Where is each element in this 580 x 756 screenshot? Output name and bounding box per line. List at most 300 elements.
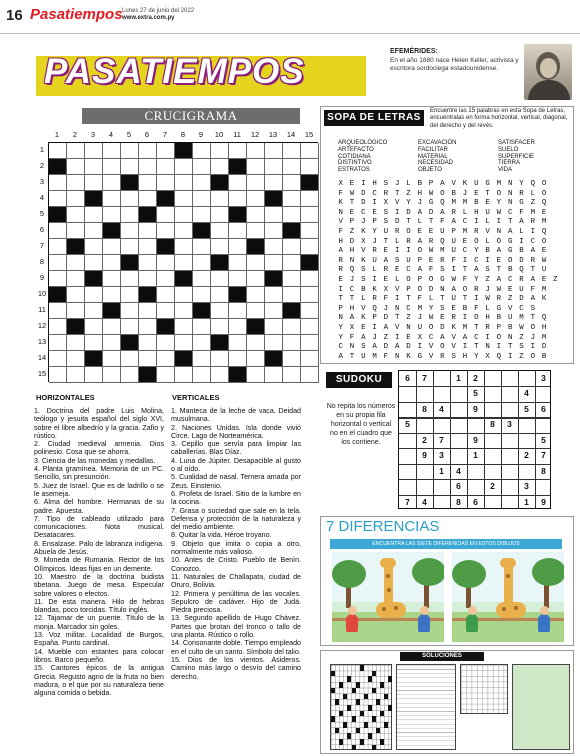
clue-item: 15. Cantores épicos de la antigua Grecia. Regusto agrio de la fruta no bien madura, o el que por su naturaleza tiene alguna comida o bebida. [34,664,164,698]
crossword-cell [247,223,265,239]
crossword-cell [211,223,229,239]
solution-black-cell [388,705,392,711]
word-search-letter: Z [383,333,389,342]
column-number: 11 [233,130,241,139]
word-search-letter: T [496,266,502,275]
word-search-letter: F [440,218,445,227]
word-search-letter: G [519,199,524,208]
crossword-black-cell [121,255,139,271]
crossword-cell [175,175,193,191]
word-search-letter: A [474,266,479,275]
column-number: 13 [268,130,278,139]
sudoku-cell: 9 [422,450,427,461]
word-search-letter: E [361,324,366,332]
crossword-cell [175,191,193,207]
word-search-letter: Q [541,314,547,323]
sudoku-cell [501,371,518,386]
word-search-letter: K [361,228,366,236]
efemerides [390,48,520,73]
word-search-letter: A [496,247,502,256]
word-search-letter: U [474,180,479,188]
word-search-letter: C [474,333,479,342]
word-search-letter: K [361,314,366,323]
word-search-letter: Z [519,352,524,361]
sudoku-cell [484,386,501,401]
crossword-cell [193,175,211,191]
crossword-cell [121,287,139,303]
word-search-letter: A [372,343,377,352]
word-search-letter: C [406,304,411,313]
word-search-letter: J [462,189,468,198]
solution-black-cell [347,733,351,739]
crossword-cell [283,271,301,287]
word-search-letter: Y [372,228,377,236]
word-search-letter: W [451,276,456,284]
word-search-letter: Y [496,199,502,208]
word-search-letter: G [507,247,513,256]
word-search-letter: Q [530,180,535,188]
word-search-letter: B [507,324,513,332]
word-search-letter: M [417,304,422,313]
word-search-letter: O [530,352,535,361]
section-name: Pasatiempos [30,6,123,23]
word-search-letter: V [451,333,456,342]
word-search-letter: L [519,228,524,236]
clue-item: 8. Ensalzase. Palo de labranza indígena. Abuela de Jesús. [34,539,164,557]
word-search-letter: N [394,304,400,313]
word-search-letter: U [451,237,456,246]
word-search-letter: X [383,285,389,294]
crossword-cell [265,367,283,383]
word-search-letter: S [440,266,445,275]
crossword-cell [121,367,139,383]
word-search-letter: C [507,276,513,284]
sudoku-cell [484,371,501,386]
word-search-letter: W [485,295,490,304]
crossword-cell [175,319,193,335]
word-search-letter: F [462,276,468,284]
sopa-word: SUPERFICIE [498,153,535,160]
crossword-cell [247,303,265,319]
word-search-letter: I [417,343,422,352]
word-search-letter: W [541,256,547,265]
word-search-letter: T [394,314,400,323]
word-search-letter: I [372,199,377,208]
word-search-letter: U [507,314,513,323]
crossword-cell [121,303,139,319]
word-search-letter: C [428,333,434,342]
diferencias-picture-left [332,552,444,642]
word-search-letter: P [338,304,343,313]
crossword-cell [121,351,139,367]
word-search-letter: I [474,218,479,227]
clue-item: 7. Tipo de cableado utilizado para comunicaciones. Nota musical. Desatacares. [34,514,164,540]
word-search-letter: E [485,199,490,208]
crossword-cell [103,143,121,159]
crossword-cell [301,159,319,175]
sopa-word: FACILITAR [418,146,448,153]
word-search-letter: Q [349,266,355,275]
word-search-letter: M [462,199,468,208]
word-search-letter: D [541,343,547,352]
clue-item: 13. Segundo apellido de Hugo Chávez. Partes que brotan del tronco o tallo de una planta. Rústico o rollo. [171,614,301,640]
diferencias-title: 7 DIFERENCIAS [326,518,440,535]
word-search-letter: Y [338,333,343,342]
word-search-letter: P [417,256,422,265]
sudoku-cell [501,386,518,401]
word-search-letter: B [451,189,456,198]
crossword-cell [301,207,319,223]
sudoku-cell [416,479,433,494]
crossword-column-numbers [48,130,318,140]
crossword-cell [157,271,175,287]
solution-black-cell [360,711,364,717]
word-search-letter: O [406,228,411,236]
word-search-letter: S [440,304,445,313]
row-number: 7 [39,241,45,250]
solution-black-cell [368,733,372,739]
word-search-letter: D [394,218,400,227]
sudoku-cell: 2 [473,373,478,383]
clue-item: 14. Consonante doble. Tiempo empleado en el culto de un santo. Símbolo del talio. [171,639,301,656]
word-search-letter: I [507,352,513,361]
word-search-letter: B [361,285,366,294]
word-search-letter: R [383,189,389,198]
word-search-letter: B [519,247,524,256]
word-search-letter: T [394,189,400,198]
word-search-letter: A [530,247,535,256]
sudoku-cell: 7 [405,496,410,507]
word-search-letter: H [485,314,490,323]
word-search-letter: T [462,295,468,304]
row-number: 2 [39,161,45,170]
soluciones-title: SOLUCIONES [400,652,484,661]
crossword-cell [211,271,229,287]
crossword-cell [265,319,283,335]
clue-item: 11. De esta manera. Hilo de hebras blandas, poco torcidas. Título inglés. [34,597,164,615]
crossword-cell [157,351,175,367]
word-search-letter: I [496,343,502,352]
word-search-letter: B [462,304,468,313]
word-search-letter: V [361,304,366,313]
crossword-cell [229,271,247,287]
crossword-cell [49,191,67,207]
crossword-cell [301,367,319,383]
crossword-black-cell [157,319,175,335]
word-search-letter: Q [519,266,524,275]
crossword-cell [157,367,175,383]
clue-item: 7. Grasa o suciedad que sale en la tela. Defensa y protección de la naturaleza y del medio ambiente. [171,506,301,532]
solution-black-cell [384,694,388,700]
crossword-cell [247,143,265,159]
word-search-letter: J [417,199,422,208]
crossword-cell [85,255,103,271]
crossword-cell [247,255,265,271]
solution-black-cell [376,728,380,734]
sudoku-grid-line [399,402,550,403]
word-search-letter: C [349,285,355,294]
solution-black-cell [364,722,368,728]
sopa-word: ARTEFACTO [338,146,374,153]
word-search-letter: Z [507,295,513,304]
word-search-letter: R [519,276,524,284]
word-search-letter: R [530,218,535,227]
sudoku-cell [433,495,450,510]
crossword-cell [49,143,67,159]
solution-black-cell [364,694,368,700]
word-search-letter: R [428,237,434,246]
crossword-cell [247,271,265,287]
word-search-grid [334,180,558,362]
word-search-letter: I [394,295,400,304]
clue-item: 1. Doctrina del padre Luis Molina, teólogo y jesuita español del siglo XVI, sobre el libre albedrío y la gracia. Zafio y rústico. [34,407,164,440]
word-search-letter: D [361,199,366,208]
crossword-cell [121,239,139,255]
sudoku-cell: 6 [405,373,410,383]
crossword-cell [229,303,247,319]
word-search-letter: E [428,256,434,265]
word-search-letter: F [383,295,389,304]
row-number: 13 [37,337,47,346]
word-search-letter: E [383,247,389,256]
sudoku-cell: 4 [422,496,427,507]
word-search-letter: H [417,189,422,198]
crossword-black-cell [157,191,175,207]
word-search-letter: Z [406,189,411,198]
crossword-cell [103,351,121,367]
crossword-cell [85,239,103,255]
sopa-word: OBJETO [418,167,442,174]
word-search-letter: D [428,208,434,217]
word-search-letter: V [451,343,456,352]
word-search-letter: R [451,208,456,217]
word-search-letter: H [474,208,479,217]
word-search-letter: N [507,180,513,188]
word-search-letter: E [338,276,343,284]
word-search-letter: J [485,285,490,294]
sudoku-cell [535,479,552,494]
word-search-letter: U [417,324,422,332]
sudoku-cell [535,386,552,401]
sudoku-cell: 5 [524,403,529,414]
sopa-title: SOPA DE LETRAS [324,110,424,126]
word-search-letter: R [394,228,400,236]
column-number: 14 [286,130,296,139]
word-search-letter: F [474,304,479,313]
sudoku-cell: 5 [405,419,410,430]
word-search-letter: A [440,208,445,217]
word-search-letter: A [338,352,343,361]
word-search-letter: R [440,256,445,265]
word-search-letter: M [530,208,535,217]
crossword-black-cell [49,287,67,303]
crossword-cell [211,367,229,383]
crossword-cell [103,175,121,191]
crossword-cell [247,191,265,207]
sudoku-cell [535,417,552,432]
crossword-cell [211,351,229,367]
word-search-letter: W [519,324,524,332]
column-number: 2 [72,130,78,139]
column-number: 7 [162,130,168,139]
sudoku-cell [501,433,518,448]
word-search-letter: Q [372,304,377,313]
crossword-black-cell [265,191,283,207]
word-search-letter: E [417,228,422,236]
crossword-cell [229,351,247,367]
word-search-letter: I [485,333,490,342]
word-search-letter: F [417,295,422,304]
word-search-letter: N [338,208,343,217]
crossword-cell [49,319,67,335]
word-search-letter: S [530,304,535,313]
crossword-cell [103,191,121,207]
crossword-cell [283,335,301,351]
word-search-letter: M [440,247,445,256]
efemerides-text: En el año 1880 nace Helen Keller, activista y escritora sordociega estadounidense. [390,57,519,72]
word-search-letter: J [372,333,377,342]
solution-black-cell [380,682,384,688]
row-number: 4 [39,193,45,202]
crossword-cell [67,207,85,223]
word-search-letter: V [451,180,456,188]
word-search-letter: U [383,228,389,236]
crossword-cell [301,303,319,319]
sudoku-cell [484,402,501,417]
crossword-cell [229,319,247,335]
column-number: 6 [144,130,150,139]
crossword-cell [283,207,301,223]
word-search-letter: K [372,285,377,294]
word-search-letter: R [406,237,411,246]
solution-black-cell [331,671,335,677]
word-search-letter: Z [485,276,490,284]
word-search-letter: D [383,343,389,352]
sopa-word: TIERRA [498,160,521,167]
word-search-letter: N [394,352,400,361]
crossword-cell [301,351,319,367]
crossword-cell [67,159,85,175]
crossword-cell [229,191,247,207]
word-search-letter: C [519,304,524,313]
word-search-letter: U [451,295,456,304]
crossword-black-cell [265,351,283,367]
sudoku-grid-line [399,386,550,387]
sudoku-cell: 7 [541,450,546,461]
word-search-letter: N [349,256,355,265]
sudoku-cell: 9 [473,434,478,445]
word-search-letter: P [406,285,411,294]
sudoku-cell [399,479,416,494]
word-search-letter: F [519,208,524,217]
sudoku-cell: 1 [524,496,529,507]
word-search-letter: O [428,276,434,284]
column-number: 8 [180,130,186,139]
word-search-letter: W [496,208,502,217]
word-search-letter: B [485,247,490,256]
word-search-letter: J [349,276,355,284]
word-search-letter: N [507,189,513,198]
word-search-letter: T [462,266,468,275]
sopa-word: SUELO [498,146,519,153]
word-search-letter: Z [553,276,558,284]
solution-black-cell [339,739,343,745]
sudoku-grid-line [535,371,536,508]
crossword-cell [67,143,85,159]
sudoku-grid-line [467,371,468,508]
word-search-letter: Y [474,247,479,256]
sudoku-cell [484,448,501,463]
word-search-letter: L [372,266,377,275]
word-search-letter: I [394,247,400,256]
word-search-letter: W [428,247,434,256]
word-search-letter: L [485,304,490,313]
word-search-letter: H [372,180,377,188]
word-search-letter: B [474,199,479,208]
word-search-letter: S [485,266,490,275]
sudoku-grid-line [399,433,550,434]
word-search-letter: L [530,189,535,198]
word-search-letter: A [394,343,400,352]
crossword-cell [139,319,157,335]
row-number: 11 [38,305,46,314]
word-search-letter: T [428,218,434,227]
word-search-letter: O [440,189,445,198]
word-search-letter: H [349,247,355,256]
solution-black-cell [372,671,376,677]
sudoku-cell: 1 [439,465,444,476]
crossword-black-cell [211,335,229,351]
word-search-letter: T [485,189,490,198]
clue-item: 12. Tajamar de un puente. Título de la monja. Marcador sin goles. [34,614,164,631]
portrait-photo [524,44,572,100]
word-search-letter: H [541,324,547,332]
word-search-letter: H [349,304,355,313]
word-search-letter: E [372,208,377,217]
solution-black-cell [356,728,360,734]
word-search-letter: A [519,218,524,227]
sudoku-grid-line [399,417,550,418]
crossword-cell [265,159,283,175]
word-search-letter: S [383,218,389,227]
word-search-letter: U [541,266,547,275]
word-search-letter: G [417,352,422,361]
sudoku-cell: 7 [422,373,427,383]
word-search-row [334,353,548,364]
word-search-letter: Z [349,228,355,236]
crossword-cell [85,367,103,383]
banner-title: PASATIEMPOS [44,52,305,91]
word-search-letter: O [496,237,502,246]
crossword-cell [247,175,265,191]
crossword-cell [139,191,157,207]
crossword-cell [265,335,283,351]
solution-black-cell [360,665,364,671]
row-number: 5 [39,209,45,218]
word-search-letter: Q [541,199,547,208]
crossword-cell [85,175,103,191]
word-search-letter: R [474,228,479,236]
crossword-black-cell [301,175,319,191]
crossword-black-cell [301,255,319,271]
word-search-letter: J [383,304,389,313]
sudoku-cell [518,433,535,448]
sudoku-cell: 9 [473,403,478,414]
crossword-cell [121,319,139,335]
word-search-letter: L [485,218,490,227]
crossword-black-cell [139,207,157,223]
efemerides-title: EFEMÉRIDES: [390,48,438,55]
